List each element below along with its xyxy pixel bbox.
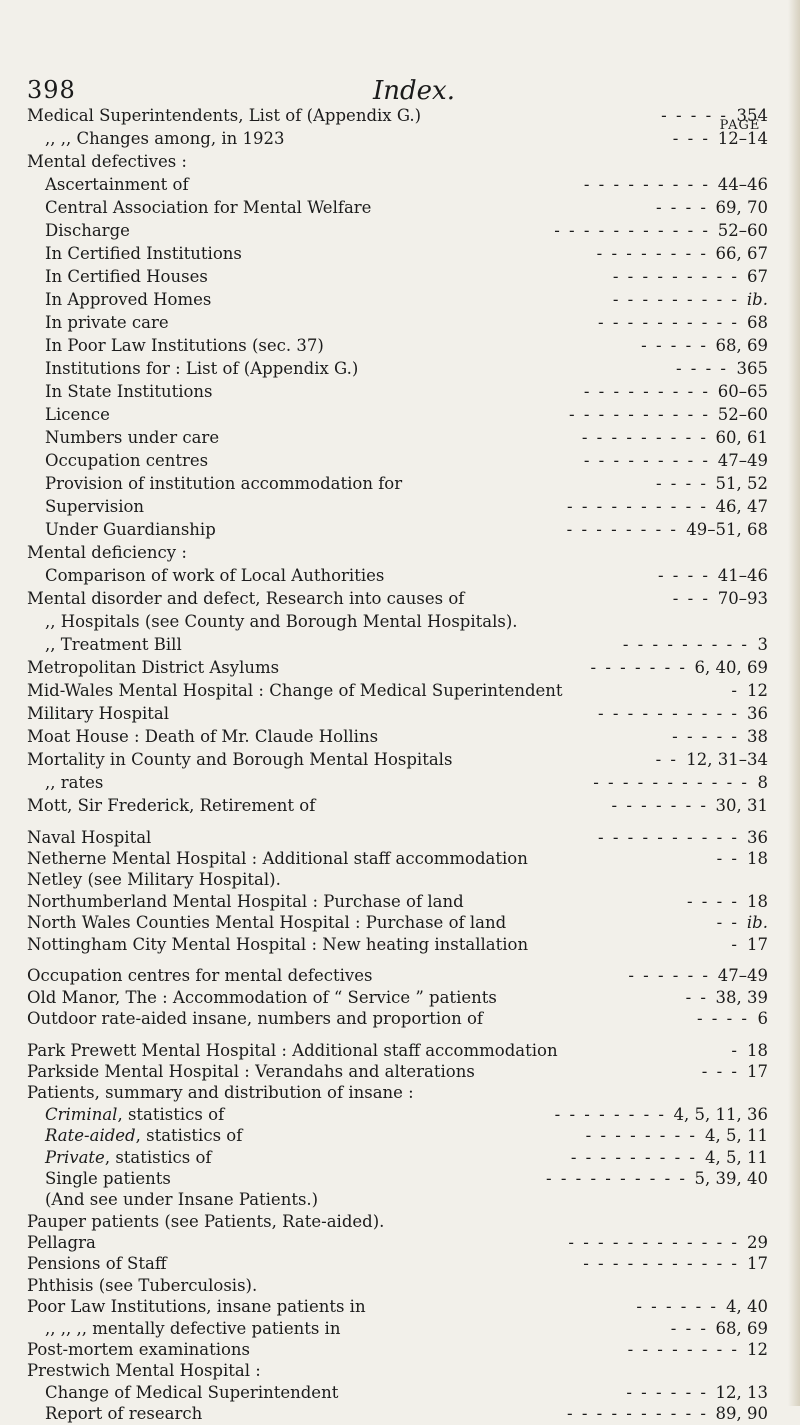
- index-entry: [0, 1104, 800, 1126]
- leader-dots: -: [731, 935, 739, 954]
- leader-dots: - - - - - - - -: [585, 1126, 697, 1145]
- page-reference: 52–60: [717, 221, 768, 240]
- leader-dots: - - - -: [657, 566, 710, 585]
- index-entry: [0, 891, 800, 913]
- index-entry: [0, 381, 800, 403]
- index-entry-text: Report of research: [45, 1404, 203, 1423]
- index-entry: [0, 220, 800, 242]
- index-entry-text: Outdoor rate-aided insane, numbers and proportion of: [27, 1009, 483, 1028]
- index-entry-text: Netley (see Military Hospital).: [27, 870, 281, 889]
- leader-dots: - - -: [670, 1319, 708, 1338]
- leader-dots: - - - - - - - -: [627, 1340, 739, 1359]
- page-reference: 60–65: [717, 382, 768, 401]
- page-reference: 4, 5, 11: [705, 1126, 768, 1145]
- index-entry-text: Criminal, statistics of: [45, 1105, 225, 1124]
- index-entry-text: Pellagra: [27, 1233, 96, 1252]
- index-entry: [0, 450, 800, 472]
- index-entry: [0, 1253, 800, 1275]
- leader-dots: - - - - - - - -: [566, 520, 678, 539]
- index-entry: [0, 1082, 800, 1104]
- page-reference: 38, 39: [715, 988, 768, 1007]
- leader-dots: - - - -: [655, 198, 708, 217]
- index-entry: [0, 1125, 800, 1147]
- index-entry: [0, 1040, 800, 1062]
- index-entry-text: ,, ,, Changes among, in 1923: [45, 129, 285, 148]
- index-entry-text: Single patients: [45, 1169, 171, 1188]
- index-entry: [0, 1189, 800, 1211]
- leader-dots: - - - - - -: [636, 1297, 718, 1316]
- leader-dots: - -: [685, 988, 708, 1007]
- index-entry-text: In Poor Law Institutions (sec. 37): [45, 336, 324, 355]
- page-reference: 68: [747, 313, 768, 332]
- page-column-heading: PAGE: [719, 118, 761, 133]
- index-entry-text: Poor Law Institutions, insane patients in: [27, 1297, 366, 1316]
- leader-dots: - - - - - - - - - -: [546, 1169, 687, 1188]
- leader-dots: - - - - - -: [628, 966, 710, 985]
- index-entry: [0, 1382, 800, 1404]
- index-entry: [0, 1147, 800, 1169]
- index-entry-text: Rate-aided, statistics of: [45, 1126, 243, 1145]
- index-entry: [0, 848, 800, 870]
- page-reference: 60, 61: [715, 428, 768, 447]
- index-entry: [0, 197, 800, 219]
- index-entry-text: In State Institutions: [45, 382, 213, 401]
- page-edge: [788, 0, 800, 1406]
- leader-dots: - - - - - - - - - -: [598, 313, 739, 332]
- page-reference: 46, 47: [715, 497, 768, 516]
- page-reference: 68, 69: [715, 1319, 768, 1338]
- index-entry: [0, 174, 800, 196]
- index-entry-text: Pauper patients (see Patients, Rate-aided).: [27, 1212, 385, 1231]
- page-reference: 69, 70: [715, 198, 768, 217]
- index-entry: [0, 1275, 800, 1297]
- leader-dots: - -: [716, 849, 739, 868]
- leader-dots: - - - - -: [661, 106, 728, 125]
- page-reference: 12–14: [717, 129, 768, 148]
- leader-dots: - - - - - - - - - -: [598, 704, 739, 723]
- running-head: Index.: [373, 76, 455, 106]
- index-entry-text: Medical Superintendents, List of (Appendix G.): [27, 106, 422, 125]
- index-entry: [0, 869, 800, 891]
- index-entry: [0, 496, 800, 518]
- page-reference: 4, 5, 11, 36: [673, 1105, 768, 1124]
- leader-dots: - - - - - - - -: [596, 244, 708, 263]
- page-reference: 70–93: [717, 589, 768, 608]
- index-entry: [0, 703, 800, 725]
- index-entry: [0, 542, 800, 564]
- page-reference: 12: [747, 1340, 768, 1359]
- leader-dots: - - - - - - -: [611, 796, 708, 815]
- leader-dots: - -: [655, 750, 678, 769]
- leader-dots: - - - -: [696, 1009, 749, 1028]
- index-entry: [0, 772, 800, 794]
- leader-dots: - - - - - - - - -: [583, 175, 710, 194]
- index-entry: [0, 1232, 800, 1254]
- index-entry: [0, 335, 800, 357]
- index-entry-text: Old Manor, The : Accommodation of “ Service ” patients: [27, 988, 497, 1007]
- page-reference: ib.: [746, 913, 768, 932]
- index-entry: [0, 565, 800, 587]
- index-entry: [0, 987, 800, 1009]
- index-entry-text: Park Prewett Mental Hospital : Additional staff accommodation: [27, 1041, 558, 1060]
- leader-dots: - - - - - - - - - - - -: [568, 1233, 739, 1252]
- index-entry: [0, 749, 800, 771]
- index-entry: [0, 289, 800, 311]
- page-reference: 68, 69: [715, 336, 768, 355]
- leader-dots: - - - - - - - - -: [612, 290, 739, 309]
- leader-dots: - - - - - - - - -: [612, 267, 739, 286]
- index-entry-text: Nottingham City Mental Hospital : New heating installation: [27, 935, 529, 954]
- leader-dots: - - - - - -: [626, 1383, 708, 1402]
- leader-dots: - - - - - - - - - -: [567, 1404, 708, 1423]
- leader-dots: - - - - - - - - - - -: [593, 773, 749, 792]
- page-reference: 365: [736, 359, 768, 378]
- index-entry-text: In Certified Houses: [45, 267, 208, 286]
- index-entry: [0, 611, 800, 633]
- index-entry-text: Parkside Mental Hospital : Verandahs and alterations: [27, 1062, 475, 1081]
- page-reference: 6: [757, 1009, 768, 1028]
- page-reference: 3: [757, 635, 768, 654]
- index-entry: [0, 312, 800, 334]
- index-entry: [0, 404, 800, 426]
- page-reference: 354: [736, 106, 768, 125]
- leader-dots: - - - - -: [672, 727, 739, 746]
- leader-dots: - - - - - - -: [590, 658, 687, 677]
- page-reference: 36: [747, 704, 768, 723]
- page-reference: 17: [747, 1254, 768, 1273]
- index-entry: [0, 266, 800, 288]
- index-entry-text: Provision of institution accommodation for: [45, 474, 403, 493]
- index-entry: [0, 358, 800, 380]
- page-reference: 6, 40, 69: [694, 658, 768, 677]
- leader-dots: - - - - -: [641, 336, 708, 355]
- leader-dots: - - - - - - - - - -: [567, 497, 708, 516]
- index-entry-text: Moat House : Death of Mr. Claude Hollins: [27, 727, 379, 746]
- index-entry-text: Private, statistics of: [45, 1148, 212, 1167]
- index-entry: [0, 128, 800, 150]
- index-entry-text: Phthisis (see Tuberculosis).: [27, 1276, 258, 1295]
- index-entry-text: Pensions of Staff: [27, 1254, 167, 1273]
- index-entry-text: Mental deficiency :: [27, 543, 187, 562]
- leader-dots: - - - - - - - - -: [581, 428, 708, 447]
- index-entry: [0, 588, 800, 610]
- index-entry-text: Ascertainment of: [45, 175, 189, 194]
- leader-dots: - - - - - - - -: [554, 1105, 666, 1124]
- index-entry-text: ,, Treatment Bill: [45, 635, 182, 654]
- page-reference: 4, 5, 11: [705, 1148, 768, 1167]
- leader-dots: - - - - - - - - - -: [598, 828, 739, 847]
- index-entry: [0, 634, 800, 656]
- index-entry-text: Northumberland Mental Hospital : Purchase of land: [27, 892, 464, 911]
- index-entry-text: Change of Medical Superintendent: [45, 1383, 339, 1402]
- index-entry: [0, 1296, 800, 1318]
- index-entry: [0, 427, 800, 449]
- page-reference: 18: [747, 892, 768, 911]
- page-reference: 66, 67: [715, 244, 768, 263]
- index-entry: [0, 657, 800, 679]
- page-reference: 30, 31: [715, 796, 768, 815]
- page-reference: 18: [747, 849, 768, 868]
- page-reference: 8: [757, 773, 768, 792]
- page-reference: 36: [747, 828, 768, 847]
- page-reference: 47–49: [717, 451, 768, 470]
- leader-dots: - - -: [672, 129, 710, 148]
- index-entry: [0, 965, 800, 987]
- page-reference: 5, 39, 40: [694, 1169, 768, 1188]
- leader-dots: - - - - - - - - -: [583, 451, 710, 470]
- index-entry: [0, 243, 800, 265]
- page-reference: 44–46: [717, 175, 768, 194]
- page-reference: 12: [747, 681, 768, 700]
- index-entry: [0, 1339, 800, 1361]
- index-entry-text: Institutions for : List of (Appendix G.): [45, 359, 359, 378]
- page-reference: 12, 13: [715, 1383, 768, 1402]
- leader-dots: - - - - - - - - -: [570, 1148, 697, 1167]
- index-entry: [0, 827, 800, 849]
- index-entry-text: Occupation centres for mental defectives: [27, 966, 373, 985]
- index-entry-text: Supervision: [45, 497, 145, 516]
- index-entry: [0, 1360, 800, 1382]
- index-entry-text: Metropolitan District Asylums: [27, 658, 280, 677]
- leader-dots: - - -: [701, 1062, 739, 1081]
- page-reference: 89, 90: [715, 1404, 768, 1423]
- index-entry-text: Prestwich Mental Hospital :: [27, 1361, 261, 1380]
- index-entry: [0, 1061, 800, 1083]
- page-reference: 12, 31–34: [686, 750, 768, 769]
- index-entry-text: Naval Hospital: [27, 828, 152, 847]
- page-reference: 18: [747, 1041, 768, 1060]
- leader-dots: - - - - - - - - -: [622, 635, 749, 654]
- leader-dots: - - - -: [686, 892, 739, 911]
- index-entry: [0, 1211, 800, 1233]
- index-entry-text: In Approved Homes: [45, 290, 212, 309]
- leader-dots: - - - - - - - - -: [583, 382, 710, 401]
- index-entry-text: Mott, Sir Frederick, Retirement of: [27, 796, 316, 815]
- index-entry-text: Netherne Mental Hospital : Additional staff accommodation: [27, 849, 528, 868]
- index-entry: [0, 105, 800, 127]
- index-entry-text: Patients, summary and distribution of insane :: [27, 1083, 414, 1102]
- leader-dots: - - - -: [675, 359, 728, 378]
- leader-dots: - - - - - - - - - - -: [583, 1254, 739, 1273]
- index-entry: [0, 1168, 800, 1190]
- index-entry-text: Discharge: [45, 221, 130, 240]
- page-number: 398: [27, 76, 76, 104]
- index-entry-text: In Certified Institutions: [45, 244, 242, 263]
- index-entry: [0, 473, 800, 495]
- index-entry-text: Military Hospital: [27, 704, 170, 723]
- leader-dots: - -: [716, 913, 739, 932]
- leader-dots: -: [731, 681, 739, 700]
- page-reference: 52–60: [717, 405, 768, 424]
- index-entry: [0, 519, 800, 541]
- leader-dots: - - - - - - - - - -: [569, 405, 710, 424]
- index-entry-text: Occupation centres: [45, 451, 209, 470]
- page-reference: 4, 40: [726, 1297, 768, 1316]
- index-entry-text: ,, Hospitals (see County and Borough Mental Hospitals).: [45, 612, 518, 631]
- index-entry: [0, 726, 800, 748]
- page-reference: 49–51, 68: [686, 520, 768, 539]
- page-reference: 38: [747, 727, 768, 746]
- index-entry-text: ,, rates: [45, 773, 104, 792]
- page-reference: 67: [747, 267, 768, 286]
- index-entry-text: Mid-Wales Mental Hospital : Change of Medical Superintendent: [27, 681, 563, 700]
- index-entry-text: Numbers under care: [45, 428, 220, 447]
- index-entry-text: Mortality in County and Borough Mental Hospitals: [27, 750, 453, 769]
- index-entry-text: (And see under Insane Patients.): [45, 1190, 319, 1209]
- index-entry: [0, 912, 800, 934]
- index-entry: [0, 795, 800, 817]
- page-reference: 41–46: [717, 566, 768, 585]
- page-reference: 51, 52: [715, 474, 768, 493]
- index-entry-text: Post-mortem examinations: [27, 1340, 251, 1359]
- page-reference: ib.: [746, 290, 768, 309]
- leader-dots: - - - - - - - - - - -: [554, 221, 710, 240]
- leader-dots: -: [731, 1041, 739, 1060]
- index-entry-text: Mental disorder and defect, Research into causes of: [27, 589, 465, 608]
- index-entry-text: Central Association for Mental Welfare: [45, 198, 372, 217]
- index-entry: [0, 934, 800, 956]
- page-reference: 17: [747, 935, 768, 954]
- index-entry: [0, 1008, 800, 1030]
- index-entry: [0, 1403, 800, 1425]
- page-reference: 47–49: [717, 966, 768, 985]
- index-entry-text: Licence: [45, 405, 110, 424]
- page-reference: 17: [747, 1062, 768, 1081]
- index-entry-text: North Wales Counties Mental Hospital : Purchase of land: [27, 913, 507, 932]
- index-entry-text: Comparison of work of Local Authorities: [45, 566, 385, 585]
- index-entry-text: In private care: [45, 313, 169, 332]
- leader-dots: - - -: [672, 589, 710, 608]
- index-entry: [0, 151, 800, 173]
- index-entry: [0, 1318, 800, 1340]
- index-entry-text: Mental defectives :: [27, 152, 187, 171]
- page-reference: 29: [747, 1233, 768, 1252]
- index-entry: [0, 680, 800, 702]
- index-entry-text: Under Guardianship: [45, 520, 216, 539]
- leader-dots: - - - -: [655, 474, 708, 493]
- index-entry-text: ,, ,, ,, mentally defective patients in: [45, 1319, 341, 1338]
